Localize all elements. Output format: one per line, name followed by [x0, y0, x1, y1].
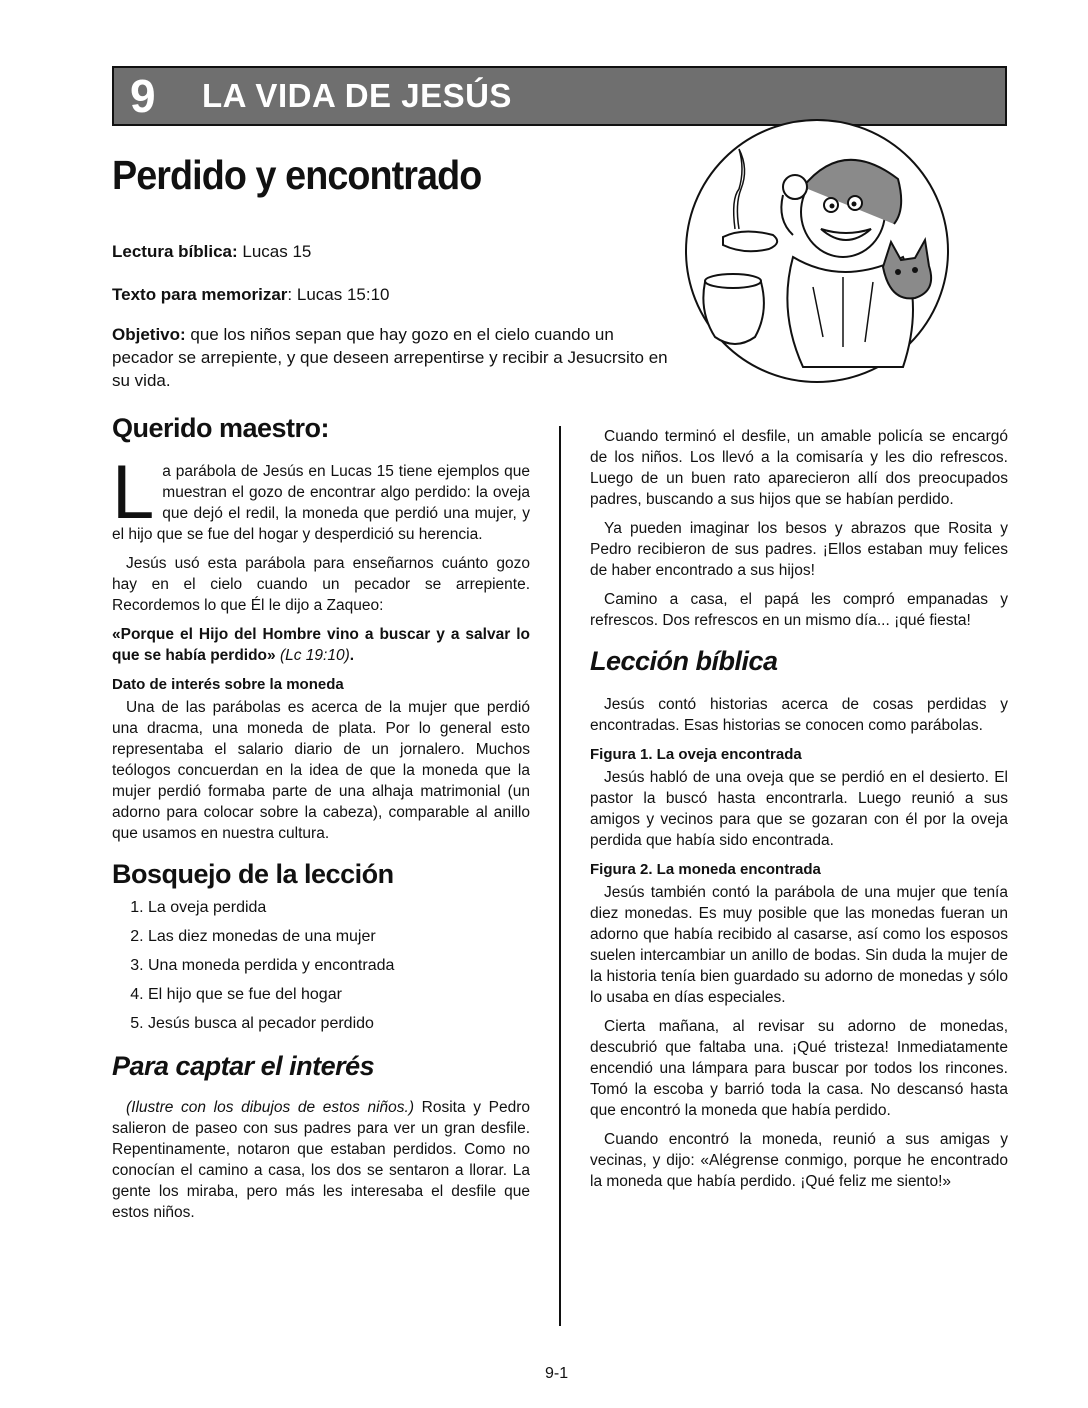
- quote-text: «Porque el Hijo del Hombre vino a buscar y a salvar lo que se había perdido»: [112, 626, 530, 664]
- paragraph: Jesús también contó la parábola de una mujer que tenía diez monedas. Es muy posible que las monedas fueran un adorno que había recibido al casarse, así como los esposos suelen intercambiar un anillo de bodas. Sin duda la mujer de la historia tenía bien guardado su adorno de monedas y sólo lo usaba en días especiales.: [590, 884, 1008, 1006]
- paragraph: Jesús habló de una oveja que se perdió en el desierto. El pastor la buscó hasta encontrarla. Luego reunió a sus amigos y vecinos para que se gozaran con él por la oveja perdida que había sido encontrada.: [590, 769, 1008, 849]
- list-item: 4. El hijo que se fue del hogar: [148, 980, 530, 1009]
- outline-list: [112, 893, 530, 1038]
- interest-heading: Para captar el interés: [112, 1051, 375, 1081]
- page-number: 9-1: [545, 1365, 569, 1382]
- interest-text: Rosita y Pedro salieron de paseo con sus padres para ver un gran desfile. Repentinamente, notaron que estaban perdidos. Como no conocían el camino a casa, los dos se sentaron a llorar. La gente los miraba, pero más les interesaba el desfile que estos niños.: [112, 1099, 530, 1221]
- list-item: 3. Una moneda perdida y encontrada: [148, 951, 530, 980]
- objective-line: [112, 323, 672, 392]
- paragraph: Ya pueden imaginar los besos y abrazos que Rosita y Pedro recibieron de sus padres. ¡Ellos estaban muy felices de haber encontrado a sus hijos!: [590, 520, 1008, 579]
- paragraph: Cuando terminó el desfile, un amable policía se encargó de los niños. Los llevó a la comisaría y les dio refrescos. Luego de un buen rato aparecieron allí dos preocupados padres, buscando a sus hijos que se habían perdido.: [590, 428, 1008, 508]
- list-item: 5. Jesús busca al pecador perdido: [148, 1009, 530, 1038]
- drop-cap: L: [112, 450, 155, 535]
- reading-value: Lucas 15: [237, 242, 312, 261]
- figure-1-heading: Figura 1. La oveja encontrada: [590, 746, 802, 763]
- chapter-title: LA VIDA DE JESÚS: [202, 77, 512, 114]
- objective-label: Objetivo:: [112, 325, 186, 344]
- paragraph: Jesús usó esta parábola para enseñarnos cuánto gozo hay en el cielo cuando un pecador se arrepiente. Recordemos lo que Él le dijo a Zaqueo:: [112, 555, 530, 614]
- lesson-title: Perdido y encontrado: [112, 152, 482, 198]
- left-column: [112, 413, 530, 1231]
- quote-end: .: [349, 647, 355, 664]
- paragraph: Cuando encontró la moneda, reunió a sus amigas y vecinas, y dijo: «Alégrense conmigo, porque he encontrado la moneda que había perdido. ¡Qué feliz me siento!»: [590, 1131, 1008, 1190]
- paragraph: Camino a casa, el papá les compró empanadas y refrescos. Dos refrescos en un mismo día... ¡qué fiesta!: [590, 591, 1008, 629]
- fact-heading: Dato de interés sobre la moneda: [112, 676, 344, 693]
- teacher-heading: Querido maestro:: [112, 413, 330, 443]
- paragraph: Jesús contó historias acerca de cosas perdidas y encontradas. Esas historias se conocen como parábolas.: [590, 696, 1008, 734]
- memory-value: : Lucas 15:10: [287, 285, 390, 304]
- interest-lead: (Ilustre con los dibujos de estos niños.): [126, 1099, 414, 1116]
- fact-text: Una de las parábolas es acerca de la mujer que perdió una dracma, una moneda de plata. Por lo general esto representaba el salario diario de un jornalero. Muchos teólogos concuerdan en la idea de que la moneda que la mujer perdió formaba parte de una alhaja matrimonial (un adorno para colocar sobre la cabeza), comparable al anillo que usamos en nuestra cultura.: [112, 699, 530, 842]
- memory-line: [112, 283, 390, 306]
- figure-2-heading: Figura 2. La moneda encontrada: [590, 861, 821, 878]
- interest-paragraph: [112, 1097, 530, 1223]
- list-item: 2. Las diez monedas de una mujer: [148, 922, 530, 951]
- outline-heading: Bosquejo de la lección: [112, 859, 394, 889]
- reading-line: [112, 240, 311, 263]
- memory-label: Texto para memorizar: [112, 285, 288, 304]
- paragraph: Cierta mañana, al revisar su adorno de monedas, descubrió que faltaba una. ¡Qué tristeza! Inmediatamente encendió una lámpara para buscar por todos los rincones. Tomó la escoba y barrió toda la casa. No descansó hasta que encontró la moneda que había perdido.: [590, 1018, 1008, 1119]
- list-item: 1. La oveja perdida: [148, 893, 530, 922]
- chapter-number: 9: [130, 70, 156, 122]
- bible-lesson-heading: Lección bíblica: [590, 646, 778, 676]
- woman-lamp-illustration: [683, 117, 951, 385]
- reading-label: Lectura bíblica:: [112, 242, 238, 261]
- intro-text: a parábola de Jesús en Lucas 15 tiene ejemplos que muestran el gozo de encontrar algo perdido: la oveja que dejó el redil, la moneda que perdió una mujer, y el hijo que se fue del hogar y desperdició su herencia.: [112, 463, 530, 543]
- quote-reference: (Lc 19:10): [275, 647, 350, 664]
- objective-value: que los niños sepan que hay gozo en el cielo cuando un pecador se arrepiente, y que deseen arrepentirse y recibir a Jesucrsito en su vida.: [112, 325, 668, 390]
- right-column: [590, 426, 1008, 1200]
- intro-paragraph: [112, 450, 530, 545]
- bible-quote: [112, 624, 530, 666]
- column-divider: [559, 426, 561, 1326]
